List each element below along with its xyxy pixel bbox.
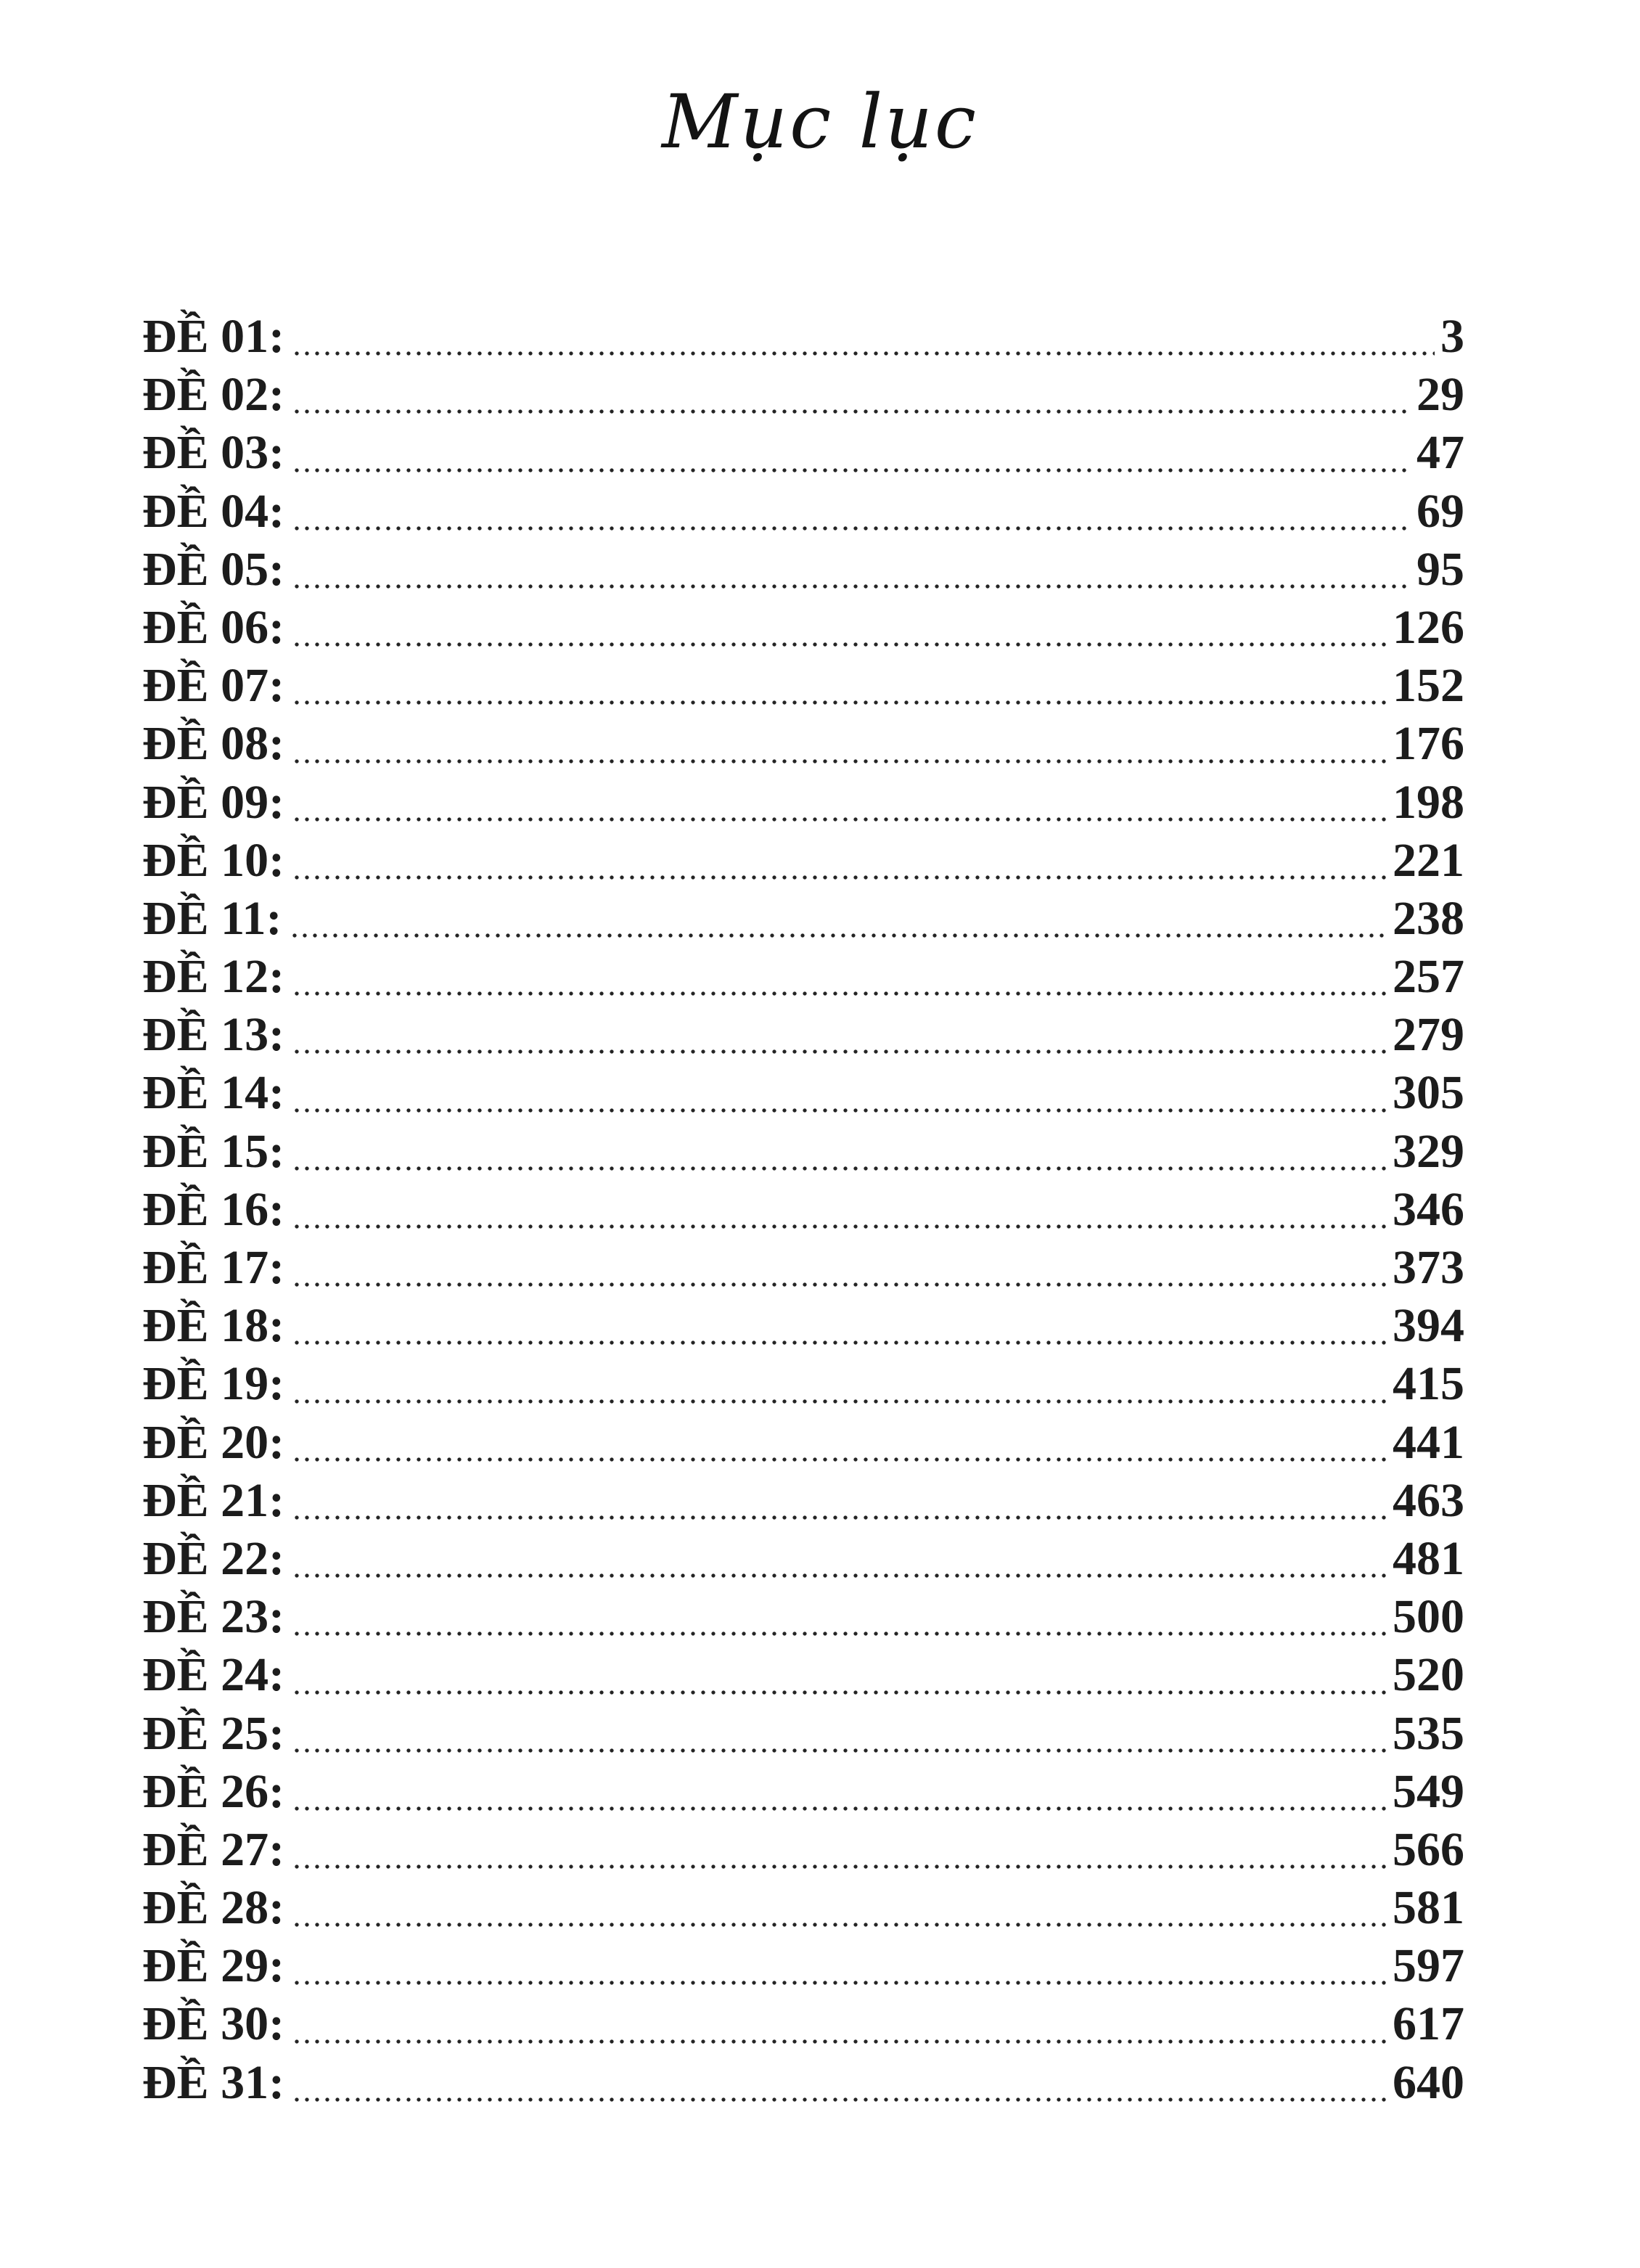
toc-entry-page-number: 3 [1440,310,1464,363]
toc-entry[interactable] [142,948,1464,1006]
toc-entry[interactable] [142,715,1464,773]
toc-entry-page-number: 47 [1416,426,1464,480]
dot-leader [292,1123,1387,1181]
toc-entry-label: ĐỀ 19: [142,1357,285,1411]
table-of-contents [142,308,1464,2112]
toc-entry[interactable] [142,1937,1464,1995]
toc-entry-page-number: 238 [1393,891,1464,945]
toc-entry-label: ĐỀ 05: [142,542,285,596]
toc-entry[interactable] [142,774,1464,832]
toc-entry[interactable] [142,1472,1464,1530]
page-title: Mục lục [661,79,979,165]
toc-entry-label: ĐỀ 31: [142,2055,285,2109]
toc-entry-page-number: 463 [1393,1473,1464,1527]
toc-entry-label: ĐỀ 27: [142,1822,285,1876]
toc-entry-page-number: 257 [1393,950,1464,1004]
toc-entry-page-number: 535 [1393,1706,1464,1760]
toc-entry-page-number: 481 [1393,1531,1464,1585]
dot-leader [292,1763,1387,1821]
toc-entry-label: ĐỀ 13: [142,1008,285,1062]
toc-entry-label: ĐỀ 23: [142,1590,285,1644]
dot-leader [292,1006,1387,1064]
toc-entry-label: ĐỀ 28: [142,1881,285,1935]
toc-entry-label: ĐỀ 18: [142,1299,285,1353]
toc-entry[interactable] [142,1646,1464,1704]
toc-entry-label: ĐỀ 02: [142,368,285,422]
toc-entry-label: ĐỀ 26: [142,1764,285,1818]
toc-entry[interactable] [142,308,1464,366]
toc-entry-page-number: 581 [1393,1881,1464,1935]
toc-entry-page-number: 617 [1393,1997,1464,2051]
toc-entry[interactable] [142,1297,1464,1355]
toc-entry-page-number: 373 [1393,1241,1464,1294]
toc-entry-label: ĐỀ 16: [142,1182,285,1236]
toc-entry[interactable] [142,657,1464,715]
dot-leader [290,890,1387,948]
toc-entry-label: ĐỀ 14: [142,1066,285,1120]
toc-entry-page-number: 176 [1393,717,1464,771]
toc-entry[interactable] [142,1763,1464,1821]
toc-entry[interactable] [142,1123,1464,1181]
toc-entry-label: ĐỀ 11: [142,891,282,945]
toc-entry-label: ĐỀ 09: [142,775,285,829]
toc-entry[interactable] [142,483,1464,541]
toc-entry-label: ĐỀ 03: [142,426,285,480]
dot-leader [292,2054,1387,2112]
toc-entry[interactable] [142,832,1464,890]
toc-entry-page-number: 640 [1393,2055,1464,2109]
toc-entry-label: ĐỀ 22: [142,1531,285,1585]
dot-leader [292,541,1411,599]
dot-leader [292,1530,1387,1588]
dot-leader [292,1297,1387,1355]
toc-entry-page-number: 126 [1393,600,1464,654]
toc-entry-label: ĐỀ 04: [142,484,285,538]
toc-entry-page-number: 152 [1393,659,1464,713]
dot-leader [292,774,1387,832]
toc-entry[interactable] [142,1355,1464,1413]
toc-entry[interactable] [142,1064,1464,1122]
toc-entry[interactable] [142,1006,1464,1064]
toc-entry-page-number: 346 [1393,1182,1464,1236]
toc-entry-label: ĐỀ 20: [142,1415,285,1469]
dot-leader [292,1064,1387,1122]
dot-leader [292,483,1411,541]
dot-leader [292,832,1387,890]
toc-entry[interactable] [142,1530,1464,1588]
toc-entry-page-number: 394 [1393,1299,1464,1353]
dot-leader [292,366,1411,424]
dot-leader [292,308,1435,366]
dot-leader [292,599,1387,657]
dot-leader [292,1821,1387,1879]
dot-leader [292,1588,1387,1646]
toc-entry-label: ĐỀ 25: [142,1706,285,1760]
toc-entry-label: ĐỀ 10: [142,833,285,887]
toc-entry-label: ĐỀ 07: [142,659,285,713]
toc-entry-page-number: 441 [1393,1415,1464,1469]
toc-entry-label: ĐỀ 21: [142,1473,285,1527]
dot-leader [292,1181,1387,1239]
toc-entry-page-number: 279 [1393,1008,1464,1062]
toc-entry-page-number: 415 [1393,1357,1464,1411]
toc-entry[interactable] [142,1995,1464,2053]
toc-entry[interactable] [142,1879,1464,1937]
toc-entry[interactable] [142,424,1464,482]
dot-leader [292,424,1411,482]
toc-entry-page-number: 305 [1393,1066,1464,1120]
dot-leader [292,1646,1387,1704]
toc-entry-page-number: 566 [1393,1822,1464,1876]
toc-entry[interactable] [142,1588,1464,1646]
dot-leader [292,1355,1387,1413]
toc-entry-label: ĐỀ 30: [142,1997,285,2051]
toc-entry-label: ĐỀ 08: [142,717,285,771]
toc-entry-label: ĐỀ 17: [142,1241,285,1294]
toc-entry-page-number: 198 [1393,775,1464,829]
dot-leader [292,657,1387,715]
dot-leader [292,715,1387,773]
toc-entry-page-number: 95 [1416,542,1464,596]
toc-entry[interactable] [142,541,1464,599]
dot-leader [292,1995,1387,2053]
toc-entry[interactable] [142,366,1464,424]
toc-entry-label: ĐỀ 24: [142,1648,285,1702]
toc-entry[interactable] [142,1821,1464,1879]
toc-entry-page-number: 29 [1416,368,1464,422]
toc-entry-label: ĐỀ 12: [142,950,285,1004]
toc-entry-page-number: 520 [1393,1648,1464,1702]
dot-leader [292,1472,1387,1530]
toc-entry-label: ĐỀ 15: [142,1124,285,1178]
toc-entry[interactable] [142,1705,1464,1763]
toc-entry[interactable] [142,599,1464,657]
dot-leader [292,1879,1387,1937]
toc-entry[interactable] [142,1181,1464,1239]
toc-entry-page-number: 329 [1393,1124,1464,1178]
toc-entry[interactable] [142,2054,1464,2112]
toc-entry[interactable] [142,890,1464,948]
dot-leader [292,1705,1387,1763]
dot-leader [292,1239,1387,1297]
toc-entry-label: ĐỀ 29: [142,1939,285,1993]
toc-entry[interactable] [142,1239,1464,1297]
toc-entry-page-number: 69 [1416,484,1464,538]
toc-entry-page-number: 549 [1393,1764,1464,1818]
dot-leader [292,1414,1387,1472]
toc-entry-label: ĐỀ 06: [142,600,285,654]
toc-entry-page-number: 221 [1393,833,1464,887]
toc-entry-label: ĐỀ 01: [142,310,285,363]
dot-leader [292,1937,1387,1995]
toc-entry-page-number: 597 [1393,1939,1464,1993]
toc-entry-page-number: 500 [1393,1590,1464,1644]
dot-leader [292,948,1387,1006]
toc-entry[interactable] [142,1414,1464,1472]
